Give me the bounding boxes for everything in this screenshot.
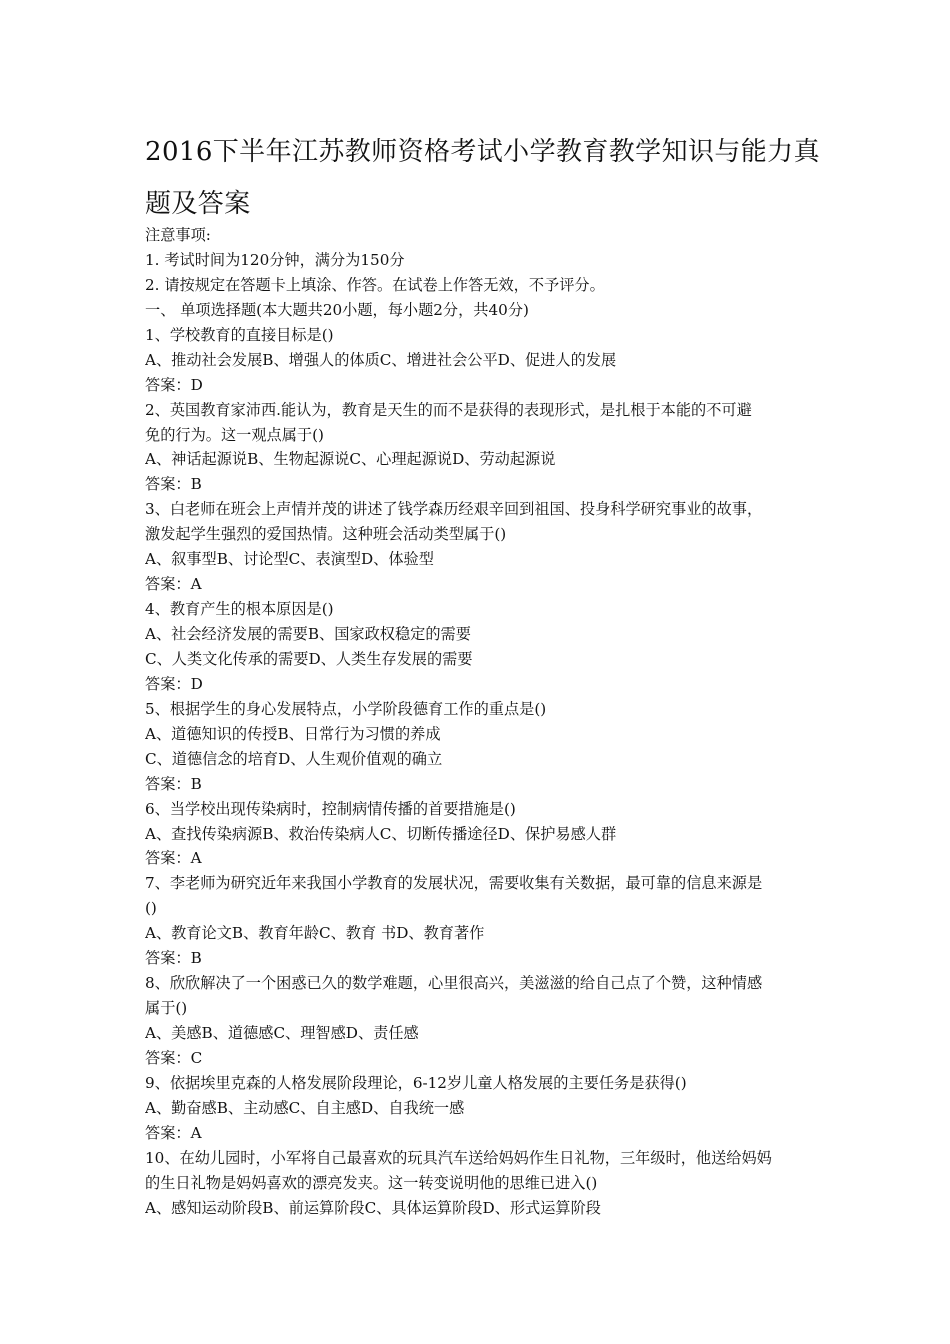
question-block bbox=[145, 1071, 817, 1146]
question-stem: 的生日礼物是妈妈喜欢的漂亮发夹。这一转变说明他的思维已进入() bbox=[145, 1173, 598, 1192]
question-options: A、叙事型B、讨论型C、表演型D、体验型 bbox=[145, 550, 434, 569]
question-stem: 10、在幼儿园时，小军将自己最喜欢的玩具汽车送给妈妈作生日礼物，三年级时，他送给妈妈 bbox=[145, 1148, 772, 1167]
question-options: A、美感B、道德感C、理智感D、责任感 bbox=[145, 1024, 419, 1042]
question-answer: 答案：A bbox=[145, 575, 202, 594]
question-answer: 答案：B bbox=[145, 774, 202, 793]
question-block bbox=[145, 797, 817, 872]
question-answer: 答案：A bbox=[145, 849, 202, 868]
question-options: C、人类文化传承的需要D、人类生存发展的需要 bbox=[145, 649, 473, 668]
question-stem: 1、学校教育的直接目标是() bbox=[145, 325, 334, 344]
question-stem: () bbox=[145, 899, 157, 918]
question-stem: 9、依据埃里克森的人格发展阶段理论，6-12岁儿童人格发展的主要任务是获得() bbox=[145, 1073, 687, 1092]
question-answer: 答案：C bbox=[145, 1048, 203, 1067]
question-block bbox=[145, 697, 817, 797]
question-block bbox=[145, 497, 817, 597]
question-options: A、社会经济发展的需要B、国家政权稳定的需要 bbox=[145, 625, 471, 643]
question-block bbox=[145, 398, 817, 498]
question-stem: 3、白老师在班会上声情并茂的讲述了钱学森历经艰辛回到祖国、投身科学研究事业的故事， bbox=[145, 500, 763, 519]
question-stem: 8、欣欣解决了一个困惑已久的数学难题，心里很高兴，美滋滋的给自己点了个赞，这种情感 bbox=[145, 974, 763, 993]
question-options: A、感知运动阶段B、前运算阶段C、具体运算阶段D、形式运算阶段 bbox=[145, 1198, 601, 1217]
question-stem: 免的行为。这一观点属于() bbox=[145, 425, 324, 444]
question-answer: 答案：B bbox=[145, 949, 202, 968]
notice-heading: 注意事项: bbox=[145, 226, 211, 244]
section-heading: 一、 单项选择题(本大题共20小题，每小题2分，共40分) bbox=[145, 300, 529, 319]
question-options: C、道德信念的培育D、人生观价值观的确立 bbox=[145, 749, 443, 768]
question-stem: 属于() bbox=[145, 999, 188, 1018]
question-options: A、推动社会发展B、增强人的体质C、增进社会公平D、促进人的发展 bbox=[145, 350, 617, 369]
question-stem: 5、根据学生的身心发展特点，小学阶段德育工作的重点是() bbox=[145, 699, 547, 718]
question-answer: 答案：B bbox=[145, 475, 202, 494]
question-block bbox=[145, 597, 817, 697]
question-block bbox=[145, 323, 817, 398]
question-answer: 答案：A bbox=[145, 1123, 202, 1142]
question-stem: 4、教育产生的根本原因是() bbox=[145, 600, 334, 619]
question-block bbox=[145, 971, 817, 1071]
question-options: A、勤奋感B、主动感C、自主感D、自我统一感 bbox=[145, 1098, 465, 1117]
question-block bbox=[145, 1146, 817, 1221]
question-stem: 6、当学校出现传染病时，控制病情传播的首要措施是() bbox=[145, 799, 516, 818]
question-options: A、查找传染病源B、救治传染病人C、切断传播途径D、保护易感人群 bbox=[145, 824, 617, 843]
question-stem: 2、英国教育家沛西.能认为，教育是天生的而不是获得的表现形式，是扎根于本能的不可避 bbox=[145, 400, 752, 419]
notice-item: 2. 请按规定在答题卡上填涂、作答。在试卷上作答无效，不予评分。 bbox=[145, 275, 605, 294]
question-stem: 7、李老师为研究近年来我国小学教育的发展状况，需要收集有关数据，最可靠的信息来源是 bbox=[145, 874, 763, 893]
document-body bbox=[145, 223, 817, 1221]
question-options: A、神话起源说B、生物起源说C、心理起源说D、劳动起源说 bbox=[145, 450, 556, 469]
notice-item: 1. 考试时间为120分钟，满分为150分 bbox=[145, 250, 405, 269]
question-list bbox=[145, 323, 817, 1221]
question-options: A、教育论文B、教育年龄C、教育 书D、教育著作 bbox=[145, 924, 485, 943]
question-answer: 答案：D bbox=[145, 375, 203, 394]
question-stem: 激发起学生强烈的爱国热情。这种班会活动类型属于() bbox=[145, 525, 507, 544]
page-title: 2016下半年江苏教师资格考试小学教育教学知识与能力真题及答案 bbox=[145, 137, 820, 219]
question-answer: 答案：D bbox=[145, 674, 203, 693]
question-options: A、道德知识的传授B、日常行为习惯的养成 bbox=[145, 724, 441, 743]
question-block bbox=[145, 871, 817, 971]
